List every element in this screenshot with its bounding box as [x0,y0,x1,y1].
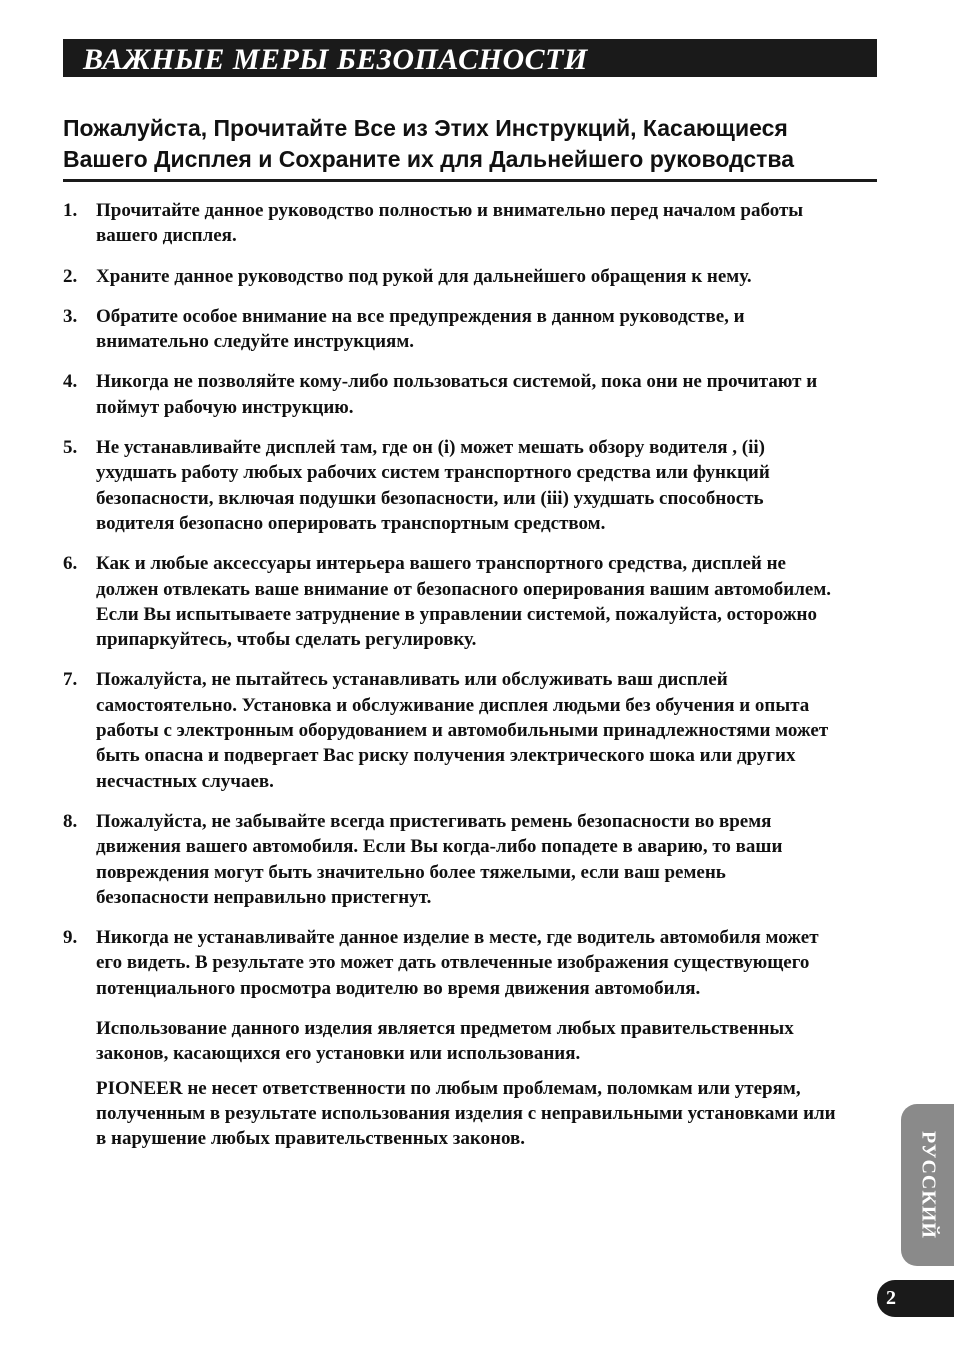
list-item [63,264,843,289]
item-text: Прочитайте данное руководство полностью и внимательно перед началом работы вашего дисплея. [96,200,804,247]
page-number-badge [877,1280,954,1317]
page-number: 2 [886,1287,896,1309]
item-number: 4. [63,371,78,393]
instruction-list [63,198,843,1152]
list-item [63,809,843,910]
item-text: Никогда не устанавливайте данное изделие в месте, где водитель автомобиля может его видеть. В результате это может дать отвлеченные изображения существующего потенциального просмотра водителю во время движения автомобиля. [96,927,819,999]
item-number: 9. [63,927,78,949]
item-number: 5. [63,437,78,459]
section-title: ВАЖНЫЕ МЕРЫ БЕЗОПАСНОСТИ [83,43,588,76]
list-item [63,304,843,355]
item-text: Храните данное руководство под рукой для дальнейшего обращения к нему. [96,265,752,287]
list-item [63,551,843,652]
list-item [63,369,843,420]
item-number: 1. [63,200,78,221]
section-header-bar [63,39,877,77]
item-text: Никогда не позволяйте кому-либо пользоваться системой, пока они не прочитают и поймут рабочую инструкцию. [96,371,818,418]
item-text: Как и любые аксессуары интерьера вашего транспортного средства, дисплей не должен отвлекать ваше внимание от безопасного оперирования вашим автомобилем. Если Вы испытываете затруднение в управлении системой, пожалуйста, осторожно припаркуйтесь, чтобы сделать регулировку. [96,553,832,651]
language-tab [901,1104,954,1266]
item-number: 6. [63,553,78,575]
subheading: Пожалуйста, Прочитайте Все из Этих Инструкций, Касающиеся Вашего Дисплея и Сохраните их для Дальнейшего руководства [63,113,877,182]
item-text: Пожалуйста, не пытайтесь устанавливать или обслуживать ваш дисплей самостоятельно. Установка и обслуживание дисплея людьми без обучения и опыта работы с электронным оборудованием и автомобильными принадлежностями может быть опасна и подвергает Вас риску получения электрического шока или других несчастных случаев. [96,669,829,792]
item-number: 8. [63,810,78,832]
list-item [63,925,843,1001]
list-item [63,667,843,793]
legal-paragraph: Использование данного изделия является предметом любых правительственных законов, касающихся его установки или использования. [96,1018,794,1065]
item-number: 7. [63,669,78,691]
item-number: 3. [63,305,78,327]
item-number: 2. [63,265,78,287]
item-text: Обратите особое внимание на все предупреждения в данном руководстве, и внимательно следуйте инструкциям. [96,305,745,353]
item-text: Не устанавливайте дисплей там, где он (i) может мешать обзору водителя , (ii) ухудшать работу любых рабочих систем транспортного средства или функций безопасности, включая подушки безопасности, или (iii) ухудшать способность водителя безопасно оперировать транспортным средством. [96,437,770,534]
list-item [63,198,843,249]
liability-paragraph: PIONEER не несет ответственности по любым проблемам, поломкам или утерям, полученным в результате использования изделия с неправильными установками или в нарушение любых правительственных законов. [96,1077,836,1150]
list-item [63,435,843,536]
language-tab-label: РУССКИЙ [917,1131,939,1239]
item-text: Пожалуйста, не забывайте всегда пристегивать ремень безопасности во время движения вашего автомобиля. Если Вы когда-либо попадете в аварию, то ваши повреждения могут быть значительно более тяжелыми, если ваш ремень безопасности неправильно пристегнут. [96,810,783,908]
